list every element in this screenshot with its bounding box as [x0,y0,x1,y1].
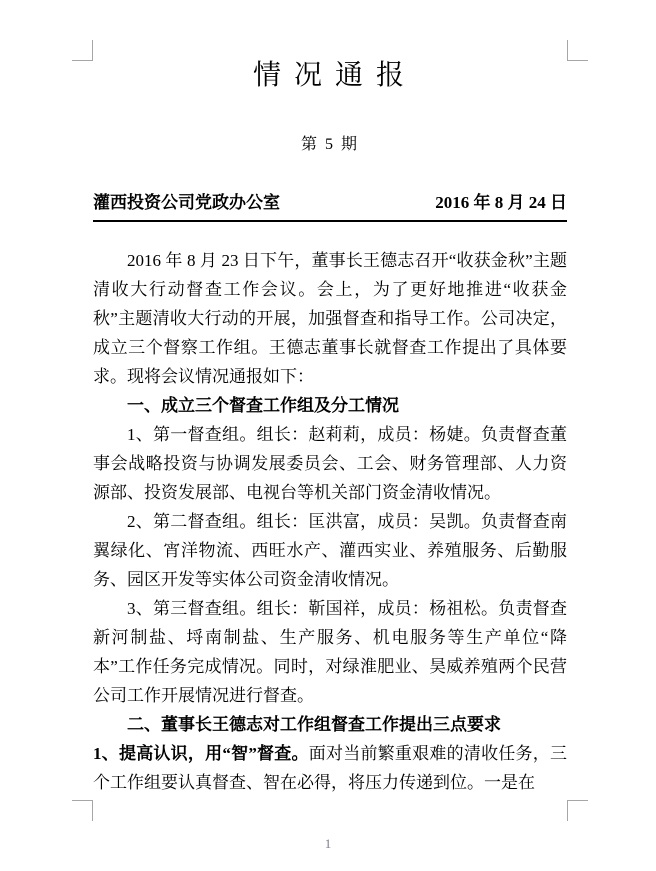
issuing-office: 灌西投资公司党政办公室 [93,193,280,212]
text-run: 1、第一督查组。组长：赵莉莉，成员：杨婕。负责督查董事会战略投资与协调发展委员会、工会、财务管理部、人力资源部、投资发展部、电视台等机关部门资金清收情况。 [93,425,567,502]
masthead-row [93,188,567,213]
text-run: 2、第二督查组。组长：匡洪富，成员：吴凯。负责督查南翼绿化、宵洋物流、西旺水产、灌西实业、养殖服务、后勤服务、园区开发等实体公司资金清收情况。 [93,512,567,589]
text-run: 面对当前繁重艰难的清收任务，三个工作组要认真督查、智在必得，将压力传递到位。一是在 [93,744,567,792]
crop-mark-top-right-vertical [567,40,568,61]
section-heading [93,710,567,739]
issue-number: 第 5 期 [300,136,359,153]
text-run: 3、第三督查组。组长：靳国祥，成员：杨祖松。负责督查新河制盐、埒南制盐、生产服务、机电服务等生产单位“降本”工作任务完成情况。同时，对绿淮肥业、昊威养殖两个民营公司工作开展情况进行督查。 [93,599,567,705]
section-heading [93,391,567,420]
bold-text-run: 一、成立三个督查工作组及分工情况 [127,396,399,415]
body-paragraph [93,246,567,391]
document-content [93,0,567,797]
crop-mark-bottom-right-vertical [567,800,568,821]
crop-mark-top-left-horizontal [72,60,93,61]
text-run: 2016 年 8 月 23 日下午，董事长王德志召开“收获金秋”主题清收大行动督查工作会议。会上，为了更好地推进“收获金秋”主题清收大行动的开展，加强督查和指导工作。公司决定，成立三个督察工作组。王德志董事长就督查工作提出了具体要求。现将会议情况通报如下： [93,251,567,386]
crop-mark-bottom-right-horizontal [567,800,588,801]
bold-text-run: 二、董事长王德志对工作组督查工作提出三点要求 [127,715,501,734]
page-number: 1 [324,836,332,851]
crop-mark-top-right-horizontal [567,60,588,61]
body-paragraph [93,420,567,507]
document-body [93,246,567,797]
crop-mark-bottom-left-vertical [92,800,93,821]
bold-text-run: 1、提高认识，用“智”督查。 [93,744,309,763]
crop-mark-bottom-left-horizontal [72,800,93,801]
document-title: 情 况 通 报 [252,60,407,91]
body-paragraph [93,594,567,710]
body-paragraph [93,507,567,594]
issue-date: 2016 年 8 月 24 日 [435,193,567,212]
body-paragraph [93,739,567,797]
header-divider-rule [93,220,567,222]
